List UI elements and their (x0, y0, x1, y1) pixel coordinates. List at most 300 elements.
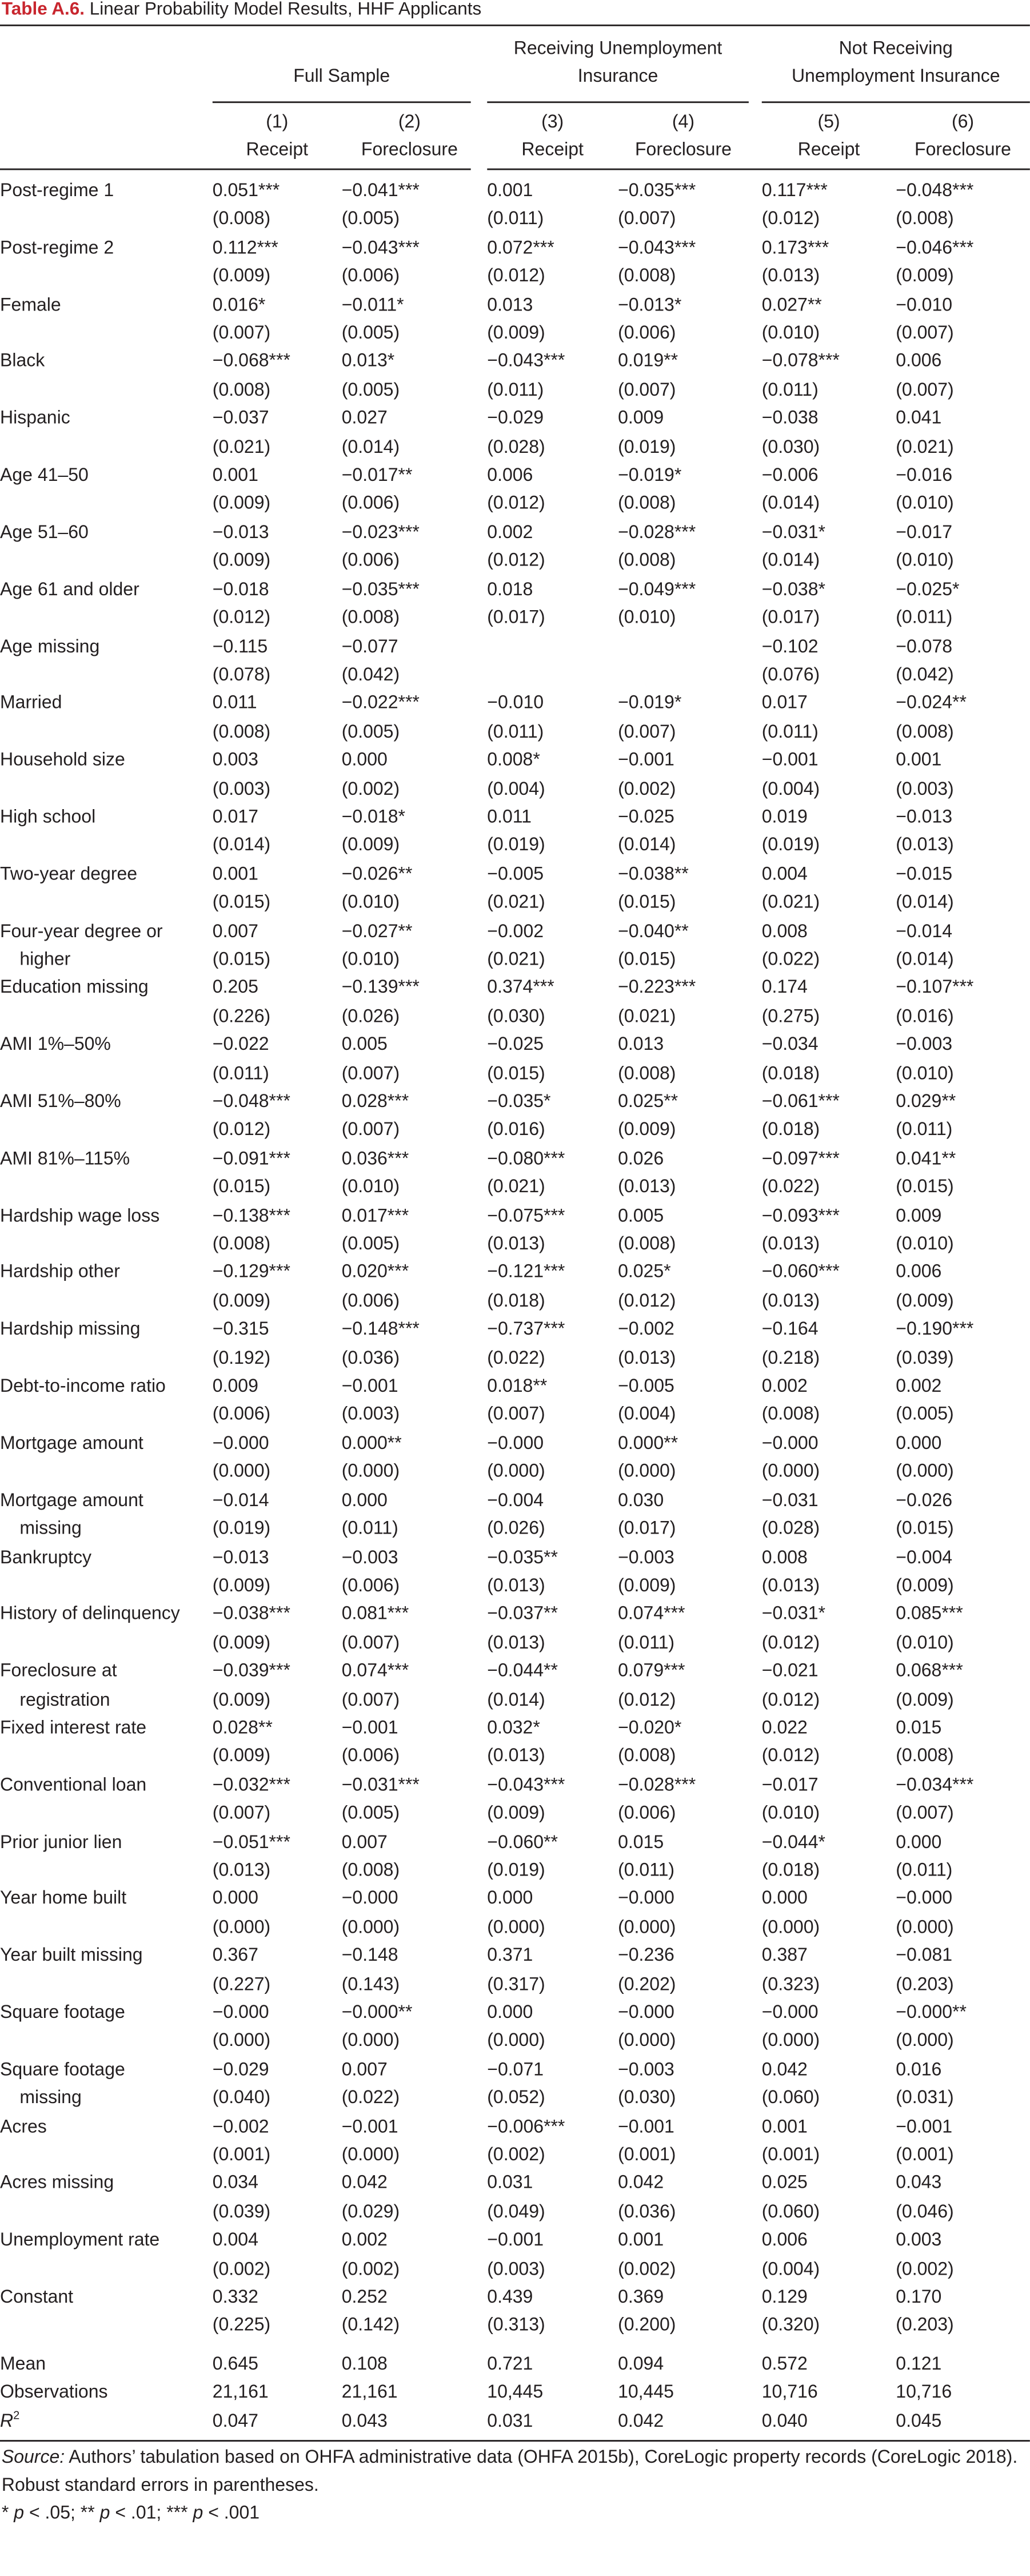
coefficient-cell: 0.000 (341, 751, 388, 771)
std-error-cell: (0.009) (212, 1576, 271, 1596)
row-label: Black (0, 352, 45, 372)
coefficient-cell: −0.038 (761, 409, 819, 429)
coefficient-cell: 0.011 (212, 694, 257, 714)
coefficient-cell (618, 634, 749, 662)
coefficient-cell: −0.051*** (212, 1832, 290, 1853)
std-error-cell: (0.016) (487, 1121, 545, 1141)
coefficient-cell: −0.019* (618, 466, 682, 486)
coefficient-cell: −0.034*** (896, 1775, 974, 1795)
coefficient-cell: 0.008 (761, 921, 808, 942)
row-label: Hardship missing (0, 1320, 141, 1340)
column-spacer (477, 2285, 487, 2314)
stat-label-text: R (0, 2411, 14, 2431)
std-error-cell: (0.021) (487, 950, 545, 970)
table-row (0, 1715, 1030, 1744)
col-header-2 (342, 110, 477, 165)
std-error-cell: (0.009) (212, 1291, 271, 1312)
table-row (0, 918, 1030, 947)
coefficient-cell: 0.001 (212, 865, 258, 885)
row-label-continued (0, 1914, 213, 1943)
coefficient-cell: −0.029 (212, 2060, 269, 2080)
coefficient-cell: −0.121*** (487, 1263, 565, 1283)
column-spacer (749, 1516, 762, 1544)
row-label: Age 61 and older (0, 580, 139, 600)
column-spacer (749, 435, 762, 463)
std-error-cell: (0.002) (212, 2259, 271, 2279)
coefficient-cell (487, 634, 618, 662)
column-spacer (477, 321, 487, 349)
column-spacer (749, 1032, 762, 1061)
std-error-cell: (0.012) (618, 1291, 676, 1312)
std-error-cell: (0.007) (618, 722, 676, 742)
table-row (0, 2114, 1030, 2143)
std-error-cell: (0.323) (761, 1974, 820, 1995)
std-error-cell: (0.000) (896, 1462, 954, 1482)
coefficient-cell: −0.000** (341, 2003, 413, 2023)
table-row-se (0, 1232, 1030, 1260)
std-error-cell: (0.008) (896, 1747, 954, 1767)
coefficient-cell: 0.006 (487, 466, 533, 486)
row-label-continued (0, 1004, 213, 1032)
column-spacer (477, 776, 487, 805)
column-spacer (749, 1146, 762, 1174)
table-row-se (0, 435, 1030, 463)
coefficient-cell: 0.015 (618, 1832, 664, 1853)
coefficient-cell: −0.148 (341, 1946, 398, 1966)
table-row (0, 1886, 1030, 1915)
column-spacer (749, 2408, 762, 2437)
coefficient-cell: 0.074*** (618, 1604, 685, 1625)
row-label-continued (0, 548, 213, 577)
stat-cell: 10,716 (896, 2383, 952, 2403)
column-spacer (749, 1345, 762, 1374)
std-error-cell: (0.015) (618, 950, 676, 970)
std-error-cell: (0.218) (761, 1348, 820, 1368)
std-error-cell: (0.019) (487, 836, 545, 856)
row-label-continued (0, 1345, 213, 1374)
std-error-cell: (0.001) (212, 2145, 271, 2165)
column-spacer (477, 2000, 487, 2029)
std-error-cell: (0.009) (341, 836, 400, 856)
table-row (0, 2285, 1030, 2314)
std-error-cell: (0.014) (761, 495, 820, 515)
column-spacer (477, 1516, 487, 1544)
coefficient-cell: −0.000 (212, 1434, 269, 1454)
column-spacer (749, 1744, 762, 1773)
row-label: Hispanic (0, 409, 70, 429)
row-label: Age 41–50 (0, 466, 89, 486)
column-spacer (477, 1004, 487, 1032)
results-table (0, 178, 1030, 2437)
coefficient-cell: −0.043*** (487, 352, 565, 372)
coefficient-cell: 0.002 (341, 2231, 388, 2251)
std-error-cell: (0.052) (487, 2088, 545, 2109)
column-spacer (749, 1886, 762, 1915)
sig-threshold: < .05; (24, 2503, 81, 2523)
coefficient-cell: −0.020* (618, 1718, 682, 1739)
stat-label (0, 2408, 213, 2437)
std-error-cell: (0.005) (341, 1235, 400, 1255)
row-label-continued (0, 776, 213, 805)
table-row-se (0, 719, 1030, 748)
row-label: Unemployment rate (0, 2231, 160, 2251)
row-label: Post-regime 2 (0, 238, 114, 258)
std-error-cell: (0.008) (618, 1747, 676, 1767)
std-error-cell: (0.039) (896, 1348, 954, 1368)
table-row (0, 235, 1030, 264)
coefficient-cell: −0.021 (761, 1662, 819, 1682)
coefficient-cell: 0.036*** (341, 1149, 409, 1169)
coefficient-cell: 0.170 (896, 2288, 942, 2308)
coefficient-cell: −0.097*** (761, 1149, 840, 1169)
coefficient-cell: −0.091*** (212, 1149, 290, 1169)
coefficient-cell: −0.315 (212, 1320, 269, 1340)
coefficient-cell: −0.006*** (487, 2117, 565, 2137)
stat-cell: 10,445 (618, 2383, 674, 2403)
column-spacer (749, 1232, 762, 1260)
coefficient-cell: −0.060*** (761, 1263, 840, 1283)
std-error-cell: (0.019) (761, 836, 820, 856)
table-row (0, 1658, 1030, 1687)
std-error-cell: (0.007) (618, 210, 676, 230)
column-spacer (477, 1174, 487, 1203)
std-error-cell: (0.010) (761, 1804, 820, 1824)
column-spacer (749, 235, 762, 264)
coefficient-cell: −0.024** (896, 694, 967, 714)
column-spacer (477, 1488, 487, 1516)
table-row (0, 805, 1030, 833)
std-error-cell: (0.021) (212, 437, 271, 457)
std-error-cell: (0.320) (761, 2316, 820, 2336)
std-error-cell: (0.006) (341, 1291, 400, 1312)
row-label-continued: higher (19, 950, 71, 970)
coefficient-cell: 0.000 (341, 1491, 388, 1511)
coefficient-cell: −0.080*** (487, 1149, 565, 1169)
std-error-cell: (0.008) (212, 722, 271, 742)
coefficient-cell: 0.022 (761, 1718, 808, 1739)
std-error-cell: (0.010) (618, 608, 676, 628)
sig-p: p (14, 2503, 25, 2523)
std-error-cell: (0.006) (618, 324, 676, 344)
coefficient-cell: −0.081 (896, 1946, 953, 1966)
std-error-cell: (0.039) (212, 2202, 271, 2223)
table-row (0, 2057, 1030, 2085)
std-error-cell: (0.000) (212, 2032, 271, 2052)
std-error-cell: (0.013) (487, 1235, 545, 1255)
col-name: Receipt (246, 140, 309, 161)
column-spacer (477, 1914, 487, 1943)
coefficient-cell: 0.030 (618, 1491, 664, 1511)
std-error-cell: (0.014) (341, 437, 400, 457)
std-error-cell: (0.000) (618, 2032, 676, 2052)
column-spacer (477, 1203, 487, 1232)
std-error-cell: (0.000) (341, 1462, 400, 1482)
column-spacer (749, 1801, 762, 1829)
column-spacer (749, 1459, 762, 1488)
coefficient-cell: 0.252 (341, 2288, 388, 2308)
column-spacer (749, 1715, 762, 1744)
coefficient-cell: −0.031* (761, 1604, 825, 1625)
column-spacer (749, 1630, 762, 1659)
coefficient-cell: −0.025 (618, 807, 674, 827)
std-error-cell: (0.006) (341, 551, 400, 571)
column-spacer (477, 520, 487, 548)
std-error-cell: (0.008) (896, 722, 954, 742)
std-error-cell: (0.008) (896, 210, 954, 230)
table-row-se (0, 1516, 1030, 1544)
coefficient-cell: −0.148*** (341, 1320, 420, 1340)
table-caption (0, 0, 1030, 21)
coefficient-cell: −0.044* (761, 1832, 825, 1853)
std-error-cell: (0.203) (896, 2316, 954, 2336)
coefficient-cell: −0.028*** (618, 523, 696, 543)
sig-threshold: < .001 (203, 2503, 260, 2523)
table-row-se (0, 377, 1030, 406)
std-error-cell: (0.275) (761, 1007, 820, 1027)
coefficient-cell: −0.023*** (341, 523, 420, 543)
std-error-cell: (0.022) (761, 950, 820, 970)
coefficient-cell: 0.371 (487, 1946, 533, 1966)
coefficient-cell: −0.006 (761, 466, 819, 486)
std-error-cell: (0.002) (341, 779, 400, 799)
coefficient-cell: −0.022*** (341, 694, 420, 714)
column-spacer (477, 1972, 487, 2000)
group-header-full-sample (213, 64, 471, 92)
column-spacer (749, 890, 762, 918)
row-label: Year built missing (0, 1946, 143, 1966)
column-spacer (477, 2256, 487, 2285)
column-spacer (477, 2143, 487, 2171)
top-rule (0, 23, 1030, 25)
std-error-cell: (0.022) (761, 1177, 820, 1198)
row-label-continued (0, 1118, 213, 1146)
std-error-cell: (0.008) (212, 1235, 271, 1255)
std-error-cell: (0.017) (618, 1519, 676, 1539)
std-error-cell: (0.005) (341, 380, 400, 401)
column-spacer (749, 1602, 762, 1630)
coefficient-cell: −0.164 (761, 1320, 819, 1340)
row-label-continued (0, 2143, 213, 2171)
coefficient-cell: 0.117*** (761, 181, 828, 201)
table-row (0, 1089, 1030, 1118)
coefficient-cell: 0.009 (618, 409, 664, 429)
column-spacer (749, 520, 762, 548)
column-spacer (477, 1431, 487, 1459)
coefficient-cell: 0.004 (212, 2231, 258, 2251)
coefficient-cell: −0.038* (761, 580, 825, 600)
column-spacer (749, 1658, 762, 1687)
row-label-continued (0, 2029, 213, 2057)
column-spacer (749, 1118, 762, 1146)
coefficient-cell: −0.001 (761, 751, 819, 771)
column-spacer (749, 1260, 762, 1288)
coefficient-cell: 0.028*** (341, 1092, 409, 1112)
std-error-cell: (0.014) (618, 836, 676, 856)
column-spacer (749, 2256, 762, 2285)
col-name: Receipt (797, 140, 860, 161)
table-row (0, 747, 1030, 776)
std-error-cell: (0.012) (212, 1121, 271, 1141)
row-label: Hardship wage loss (0, 1206, 160, 1226)
std-error-cell: (0.008) (341, 608, 400, 628)
coefficient-cell: −0.043*** (487, 1775, 565, 1795)
row-label: AMI 81%–115% (0, 1149, 130, 1169)
std-error-cell: (0.008) (618, 266, 676, 287)
table-row-se (0, 1402, 1030, 1431)
column-spacer (477, 747, 487, 776)
coefficient-cell: −0.037** (487, 1604, 558, 1625)
row-label: Fixed interest rate (0, 1718, 147, 1739)
coefficient-cell: −0.049*** (618, 580, 696, 600)
table-row (0, 1829, 1030, 1858)
column-spacer (749, 1914, 762, 1943)
coefficient-cell: −0.038*** (212, 1604, 290, 1625)
std-error-cell: (0.018) (761, 1121, 820, 1141)
row-label-continued (0, 1459, 213, 1488)
table-footnotes (2, 2445, 1028, 2529)
coefficient-cell: −0.026** (341, 865, 413, 885)
coefficient-cell: 0.009 (896, 1206, 942, 1226)
std-error-cell: (0.000) (212, 1918, 271, 1938)
coefficient-cell: 0.025 (761, 2174, 808, 2194)
table-row (0, 691, 1030, 719)
coefficient-cell: −0.139*** (341, 978, 420, 998)
std-error-cell: (0.010) (761, 324, 820, 344)
column-spacer (477, 2085, 487, 2114)
coefficient-cell: 0.000 (212, 1889, 258, 1909)
coefficient-cell: 0.001 (618, 2231, 664, 2251)
std-error-cell: (0.005) (341, 722, 400, 742)
row-label-continued: missing (19, 2088, 82, 2109)
coefficient-cell: 0.016 (896, 2060, 942, 2080)
coefficient-cell: 0.000 (896, 1832, 942, 1853)
std-error-cell: (0.009) (618, 1121, 676, 1141)
std-error-cell: (0.000) (761, 1918, 820, 1938)
column-spacer (477, 1715, 487, 1744)
row-label-continued (0, 2256, 213, 2285)
column-spacer (749, 548, 762, 577)
coefficient-cell: 0.013 (618, 1035, 664, 1056)
coefficient-cell: −0.013 (896, 807, 953, 827)
std-error-cell: (0.013) (487, 1576, 545, 1596)
column-spacer (477, 1943, 487, 1972)
column-spacer (749, 947, 762, 976)
std-error-cell: (0.011) (896, 608, 953, 628)
coefficient-cell: 0.006 (896, 1263, 942, 1283)
std-error-cell: (0.011) (618, 1861, 675, 1881)
coefficient-cell: −0.014 (212, 1491, 269, 1511)
column-spacer (749, 2000, 762, 2029)
std-error-cell: (0.202) (618, 1974, 676, 1995)
std-error-cell: (0.006) (212, 1406, 271, 1426)
std-error-cell: (0.060) (761, 2202, 820, 2223)
column-spacer (749, 1858, 762, 1886)
column-spacer (749, 1061, 762, 1089)
coefficient-cell: 0.019** (618, 352, 678, 372)
column-spacer (749, 1374, 762, 1403)
row-label: AMI 51%–80% (0, 1092, 121, 1112)
column-spacer (477, 2228, 487, 2256)
std-error-cell: (0.011) (487, 722, 544, 742)
coefficient-cell: 0.003 (212, 751, 258, 771)
std-error-cell: (0.003) (896, 779, 954, 799)
stat-cell: 21,161 (341, 2383, 398, 2403)
coefficient-cell: −0.000 (896, 1889, 953, 1909)
std-error-cell: (0.031) (896, 2088, 954, 2109)
table-row-se (0, 1914, 1030, 1943)
std-error-cell: (0.004) (761, 2259, 820, 2279)
coefficient-cell: −0.015 (896, 865, 953, 885)
table-row (0, 178, 1030, 207)
source-text: Authors’ tabulation based on OHFA administrative data (OHFA 2015b), CoreLogic property records (CoreLogic 2018). (65, 2448, 1018, 2468)
group-header-line: Receiving Unemployment (513, 39, 722, 59)
std-error-cell: (0.011) (341, 1519, 398, 1539)
std-error-cell: (0.011) (761, 380, 819, 401)
column-spacer (749, 1573, 762, 1602)
coefficient-cell: −0.005 (487, 865, 544, 885)
std-error-cell: (0.013) (212, 1861, 271, 1881)
column-spacer (749, 2313, 762, 2342)
std-error-cell: (0.015) (487, 1064, 545, 1084)
std-error-cell: (0.010) (341, 893, 400, 913)
column-spacer (477, 1544, 487, 1573)
coefficient-cell: 0.009 (212, 1377, 258, 1397)
coefficient-cell: 0.018 (487, 580, 533, 600)
coefficient-cell: −0.102 (761, 636, 819, 657)
coefficient-cell: −0.129*** (212, 1263, 290, 1283)
column-spacer (749, 719, 762, 748)
row-label: Household size (0, 751, 125, 771)
column-spacer (477, 918, 487, 947)
std-error-cell: (0.012) (487, 495, 545, 515)
col-num: (2) (398, 113, 421, 133)
stat-cell: 0.042 (618, 2411, 664, 2431)
column-spacer (477, 1801, 487, 1829)
std-error-cell: (0.012) (212, 608, 271, 628)
table-row-se (0, 2085, 1030, 2114)
column-spacer (477, 577, 487, 606)
coefficient-cell: 0.026 (618, 1149, 664, 1169)
column-spacer (749, 1943, 762, 1972)
col-num: (1) (266, 113, 289, 133)
std-error-cell: (0.226) (212, 1007, 271, 1027)
coefficient-cell: 0.000** (341, 1434, 402, 1454)
std-error-cell: (0.008) (212, 210, 271, 230)
std-error-cell: (0.009) (212, 1690, 271, 1710)
column-spacer (749, 1174, 762, 1203)
coefficient-cell: −0.004 (487, 1491, 544, 1511)
coefficient-cell: 0.001 (212, 466, 258, 486)
std-error-cell: (0.017) (761, 608, 820, 628)
std-error-cell: (0.010) (896, 1235, 954, 1255)
std-error-cell: (0.317) (487, 1974, 545, 1995)
row-label: Acres (0, 2117, 47, 2137)
row-label-continued: registration (19, 1690, 110, 1710)
coefficient-cell: −0.028*** (618, 1775, 696, 1795)
coefficient-cell: 0.027 (341, 409, 388, 429)
std-error-cell: (0.011) (896, 1861, 953, 1881)
row-label-continued (0, 1630, 213, 1659)
std-error-cell: (0.036) (341, 1348, 400, 1368)
column-spacer (477, 634, 487, 662)
row-label-continued (0, 1801, 213, 1829)
std-error-cell: (0.013) (761, 266, 820, 287)
coefficient-cell: 0.007 (212, 921, 258, 942)
std-error-cell: (0.007) (212, 324, 271, 344)
stat-cell: 0.043 (341, 2411, 388, 2431)
coefficient-cell: −0.046*** (896, 238, 974, 258)
std-error-cell: (0.018) (761, 1064, 820, 1084)
